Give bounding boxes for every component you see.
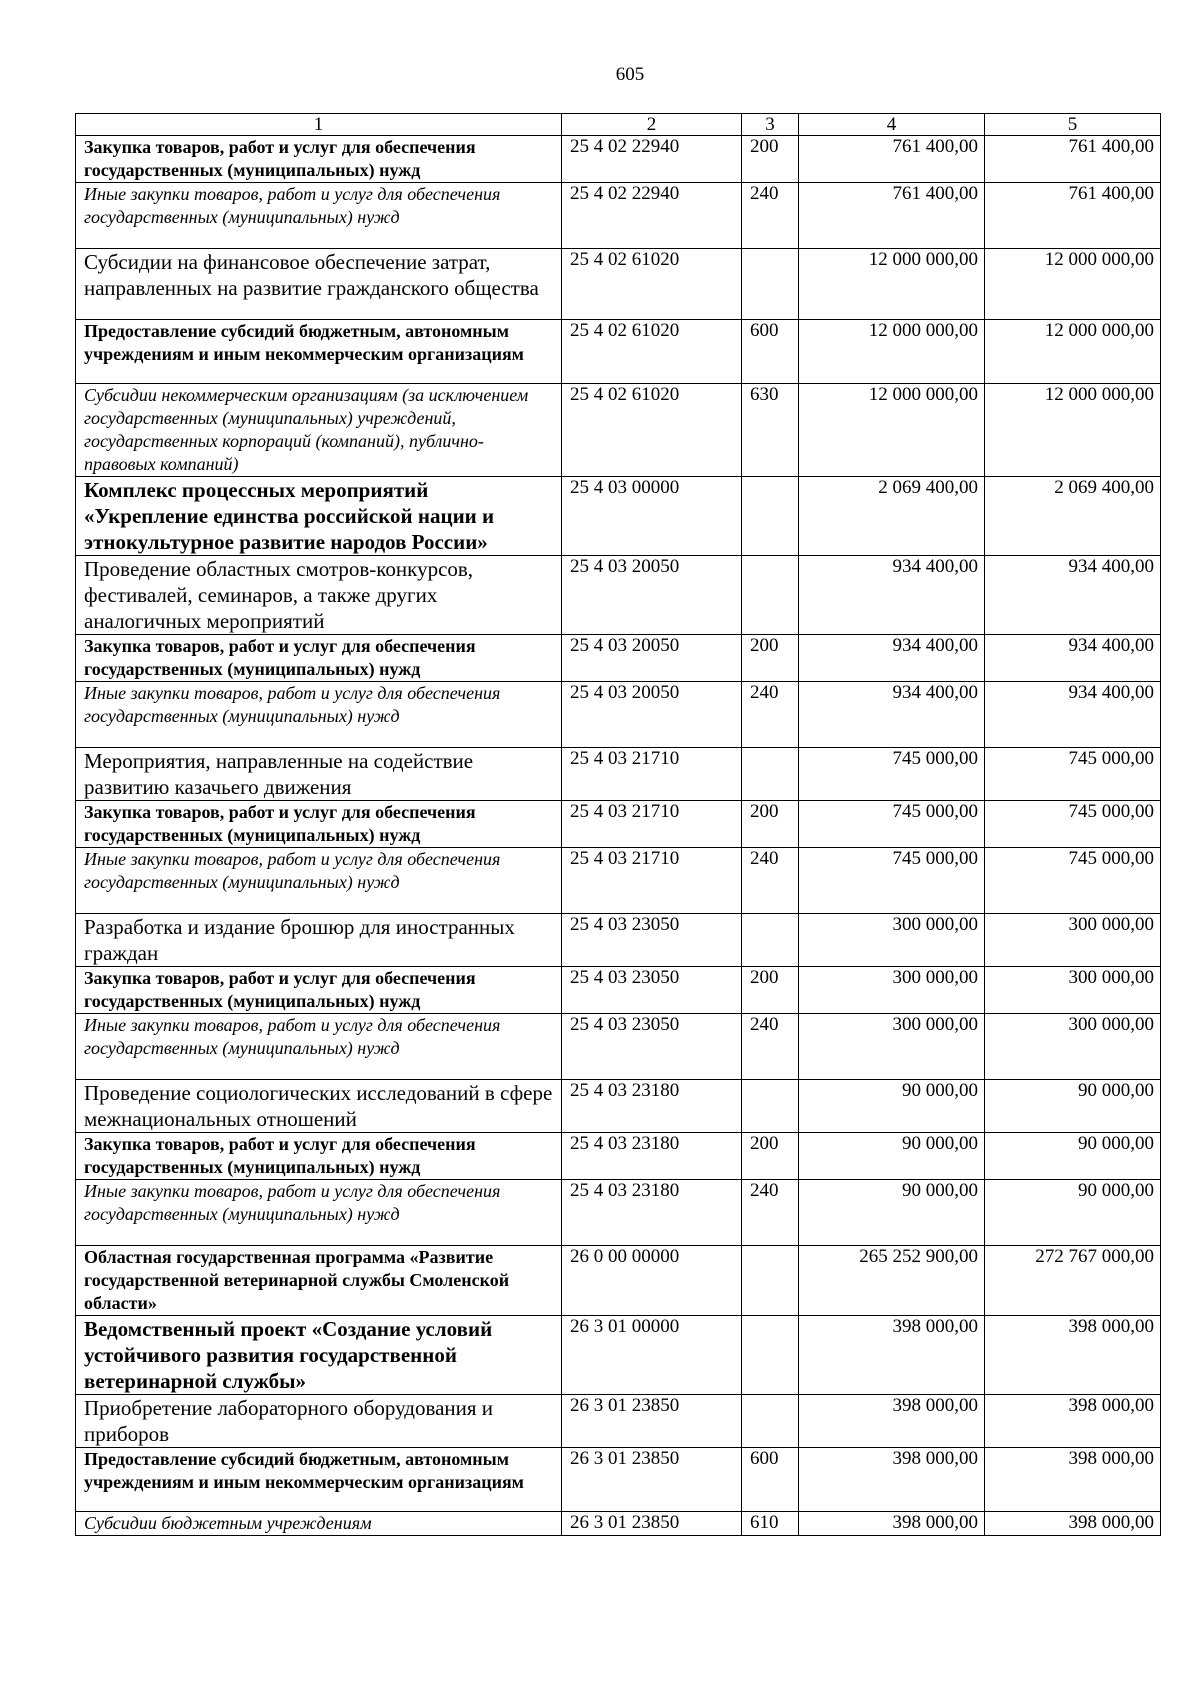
row-name-cell: Субсидии бюджетным учреждениям <box>76 1512 562 1536</box>
row-code-cell: 25 4 03 20050 <box>562 635 742 682</box>
row-amount-2-cell: 300 000,00 <box>985 967 1161 1014</box>
header-col-4: 4 <box>799 114 985 136</box>
row-amount-2-cell: 934 400,00 <box>985 556 1161 635</box>
row-amount-1-cell: 300 000,00 <box>799 967 985 1014</box>
row-amount-2-cell: 398 000,00 <box>985 1512 1161 1536</box>
row-code-cell: 26 3 01 23850 <box>562 1395 742 1448</box>
row-amount-2-cell: 12 000 000,00 <box>985 249 1161 320</box>
row-expense-type-cell: 630 <box>742 384 799 477</box>
row-amount-1-cell: 12 000 000,00 <box>799 320 985 384</box>
budget-table-body <box>76 114 1161 1536</box>
row-amount-2-cell: 2 069 400,00 <box>985 477 1161 556</box>
row-code-cell: 26 3 01 23850 <box>562 1512 742 1536</box>
row-amount-2-cell: 745 000,00 <box>985 748 1161 801</box>
row-expense-type-cell: 240 <box>742 1180 799 1246</box>
table-row <box>76 914 1161 967</box>
table-row <box>76 1512 1161 1536</box>
row-expense-type-cell: 200 <box>742 136 799 183</box>
row-amount-2-cell: 398 000,00 <box>985 1316 1161 1395</box>
page-number: 605 <box>615 64 645 85</box>
row-expense-type-cell <box>742 1080 799 1133</box>
row-expense-type-cell: 200 <box>742 635 799 682</box>
row-name-cell: Областная государственная программа «Развитие государственной ветеринарной службы Смоленской области» <box>76 1246 562 1316</box>
row-code-cell: 25 4 03 23050 <box>562 1014 742 1080</box>
row-name-cell: Иные закупки товаров, работ и услуг для обеспечения государственных (муниципальных) нужд <box>76 1180 562 1246</box>
row-code-cell: 25 4 03 23180 <box>562 1180 742 1246</box>
header-col-1: 1 <box>76 114 562 136</box>
table-row <box>76 967 1161 1014</box>
row-code-cell: 25 4 02 22940 <box>562 183 742 249</box>
row-name-cell: Предоставление субсидий бюджетным, автономным учреждениям и иным некоммерческим организациям <box>76 1448 562 1512</box>
table-row <box>76 848 1161 914</box>
row-amount-2-cell: 12 000 000,00 <box>985 320 1161 384</box>
header-col-2: 2 <box>562 114 742 136</box>
row-expense-type-cell: 240 <box>742 848 799 914</box>
row-name-cell: Закупка товаров, работ и услуг для обеспечения государственных (муниципальных) нужд <box>76 801 562 848</box>
row-amount-1-cell: 2 069 400,00 <box>799 477 985 556</box>
row-name-cell: Комплекс процессных мероприятий «Укрепление единства российской нации и этнокультурное развитие народов России» <box>76 477 562 556</box>
row-code-cell: 25 4 03 23180 <box>562 1080 742 1133</box>
row-name-cell: Закупка товаров, работ и услуг для обеспечения государственных (муниципальных) нужд <box>76 635 562 682</box>
row-name-cell: Субсидии на финансовое обеспечение затрат, направленных на развитие гражданского общества <box>76 249 562 320</box>
row-amount-1-cell: 90 000,00 <box>799 1180 985 1246</box>
row-expense-type-cell: 240 <box>742 682 799 748</box>
row-name-cell: Закупка товаров, работ и услуг для обеспечения государственных (муниципальных) нужд <box>76 1133 562 1180</box>
row-expense-type-cell: 200 <box>742 801 799 848</box>
row-amount-1-cell: 90 000,00 <box>799 1133 985 1180</box>
table-row <box>76 1080 1161 1133</box>
row-expense-type-cell: 240 <box>742 1014 799 1080</box>
row-amount-1-cell: 398 000,00 <box>799 1512 985 1536</box>
table-row <box>76 249 1161 320</box>
row-expense-type-cell: 600 <box>742 320 799 384</box>
row-code-cell: 25 4 03 21710 <box>562 748 742 801</box>
row-amount-2-cell: 745 000,00 <box>985 848 1161 914</box>
row-amount-2-cell: 934 400,00 <box>985 635 1161 682</box>
row-amount-1-cell: 398 000,00 <box>799 1448 985 1512</box>
table-row <box>76 136 1161 183</box>
row-amount-1-cell: 300 000,00 <box>799 914 985 967</box>
table-header-row <box>76 114 1161 136</box>
row-code-cell: 25 4 03 21710 <box>562 848 742 914</box>
row-amount-1-cell: 265 252 900,00 <box>799 1246 985 1316</box>
row-name-cell: Субсидии некоммерческим организациям (за исключением государственных (муниципальных) учреждений, государственных корпораций (компаний), публично-правовых компаний) <box>76 384 562 477</box>
row-code-cell: 26 3 01 00000 <box>562 1316 742 1395</box>
table-row <box>76 1448 1161 1512</box>
row-amount-2-cell: 12 000 000,00 <box>985 384 1161 477</box>
table-row <box>76 183 1161 249</box>
row-code-cell: 25 4 03 23050 <box>562 914 742 967</box>
row-expense-type-cell: 200 <box>742 1133 799 1180</box>
row-amount-1-cell: 934 400,00 <box>799 635 985 682</box>
row-code-cell: 25 4 03 21710 <box>562 801 742 848</box>
row-code-cell: 25 4 03 00000 <box>562 477 742 556</box>
row-code-cell: 25 4 03 23180 <box>562 1133 742 1180</box>
row-name-cell: Мероприятия, направленные на содействие развитию казачьего движения <box>76 748 562 801</box>
row-name-cell: Закупка товаров, работ и услуг для обеспечения государственных (муниципальных) нужд <box>76 967 562 1014</box>
row-expense-type-cell <box>742 249 799 320</box>
row-amount-2-cell: 90 000,00 <box>985 1133 1161 1180</box>
row-expense-type-cell <box>742 1316 799 1395</box>
row-expense-type-cell <box>742 556 799 635</box>
row-amount-2-cell: 90 000,00 <box>985 1080 1161 1133</box>
row-amount-1-cell: 300 000,00 <box>799 1014 985 1080</box>
row-expense-type-cell: 610 <box>742 1512 799 1536</box>
row-name-cell: Ведомственный проект «Создание условий устойчивого развития государственной ветеринарной службы» <box>76 1316 562 1395</box>
row-amount-2-cell: 761 400,00 <box>985 136 1161 183</box>
row-amount-1-cell: 398 000,00 <box>799 1316 985 1395</box>
row-expense-type-cell: 600 <box>742 1448 799 1512</box>
row-amount-1-cell: 745 000,00 <box>799 848 985 914</box>
row-amount-1-cell: 745 000,00 <box>799 801 985 848</box>
row-expense-type-cell <box>742 477 799 556</box>
header-col-5: 5 <box>985 114 1161 136</box>
row-name-cell: Иные закупки товаров, работ и услуг для обеспечения государственных (муниципальных) нужд <box>76 1014 562 1080</box>
table-row <box>76 1316 1161 1395</box>
row-code-cell: 25 4 03 20050 <box>562 682 742 748</box>
table-row <box>76 320 1161 384</box>
table-row <box>76 1246 1161 1316</box>
row-amount-2-cell: 398 000,00 <box>985 1395 1161 1448</box>
table-row <box>76 682 1161 748</box>
row-amount-1-cell: 90 000,00 <box>799 1080 985 1133</box>
row-amount-2-cell: 90 000,00 <box>985 1180 1161 1246</box>
row-code-cell: 25 4 02 61020 <box>562 320 742 384</box>
table-row <box>76 1180 1161 1246</box>
row-amount-1-cell: 12 000 000,00 <box>799 249 985 320</box>
row-name-cell: Разработка и издание брошюр для иностранных граждан <box>76 914 562 967</box>
row-amount-1-cell: 745 000,00 <box>799 748 985 801</box>
row-code-cell: 25 4 03 20050 <box>562 556 742 635</box>
row-amount-1-cell: 934 400,00 <box>799 682 985 748</box>
row-expense-type-cell <box>742 748 799 801</box>
row-code-cell: 25 4 03 23050 <box>562 967 742 1014</box>
table-row <box>76 1133 1161 1180</box>
row-expense-type-cell: 200 <box>742 967 799 1014</box>
row-amount-2-cell: 761 400,00 <box>985 183 1161 249</box>
row-name-cell: Проведение социологических исследований в сфере межнациональных отношений <box>76 1080 562 1133</box>
table-row <box>76 635 1161 682</box>
row-expense-type-cell: 240 <box>742 183 799 249</box>
row-code-cell: 26 3 01 23850 <box>562 1448 742 1512</box>
row-code-cell: 25 4 02 61020 <box>562 384 742 477</box>
budget-table <box>75 113 1161 1536</box>
row-amount-2-cell: 398 000,00 <box>985 1448 1161 1512</box>
table-row <box>76 1395 1161 1448</box>
row-amount-1-cell: 934 400,00 <box>799 556 985 635</box>
row-name-cell: Иные закупки товаров, работ и услуг для обеспечения государственных (муниципальных) нужд <box>76 183 562 249</box>
row-name-cell: Предоставление субсидий бюджетным, автономным учреждениям и иным некоммерческим организациям <box>76 320 562 384</box>
row-name-cell: Приобретение лабораторного оборудования и приборов <box>76 1395 562 1448</box>
row-expense-type-cell <box>742 914 799 967</box>
row-amount-2-cell: 300 000,00 <box>985 1014 1161 1080</box>
table-row <box>76 748 1161 801</box>
table-row <box>76 556 1161 635</box>
row-amount-1-cell: 761 400,00 <box>799 183 985 249</box>
row-amount-2-cell: 272 767 000,00 <box>985 1246 1161 1316</box>
row-code-cell: 26 0 00 00000 <box>562 1246 742 1316</box>
row-name-cell: Проведение областных смотров-конкурсов, фестивалей, семинаров, а также других аналогичных мероприятий <box>76 556 562 635</box>
row-code-cell: 25 4 02 22940 <box>562 136 742 183</box>
row-amount-2-cell: 745 000,00 <box>985 801 1161 848</box>
table-row <box>76 384 1161 477</box>
row-amount-1-cell: 398 000,00 <box>799 1395 985 1448</box>
table-row <box>76 801 1161 848</box>
row-name-cell: Иные закупки товаров, работ и услуг для обеспечения государственных (муниципальных) нужд <box>76 848 562 914</box>
header-col-3: 3 <box>742 114 799 136</box>
row-expense-type-cell <box>742 1395 799 1448</box>
row-name-cell: Закупка товаров, работ и услуг для обеспечения государственных (муниципальных) нужд <box>76 136 562 183</box>
row-amount-1-cell: 761 400,00 <box>799 136 985 183</box>
row-amount-1-cell: 12 000 000,00 <box>799 384 985 477</box>
row-amount-2-cell: 934 400,00 <box>985 682 1161 748</box>
row-expense-type-cell <box>742 1246 799 1316</box>
row-amount-2-cell: 300 000,00 <box>985 914 1161 967</box>
table-row <box>76 477 1161 556</box>
row-code-cell: 25 4 02 61020 <box>562 249 742 320</box>
row-name-cell: Иные закупки товаров, работ и услуг для обеспечения государственных (муниципальных) нужд <box>76 682 562 748</box>
table-row <box>76 1014 1161 1080</box>
